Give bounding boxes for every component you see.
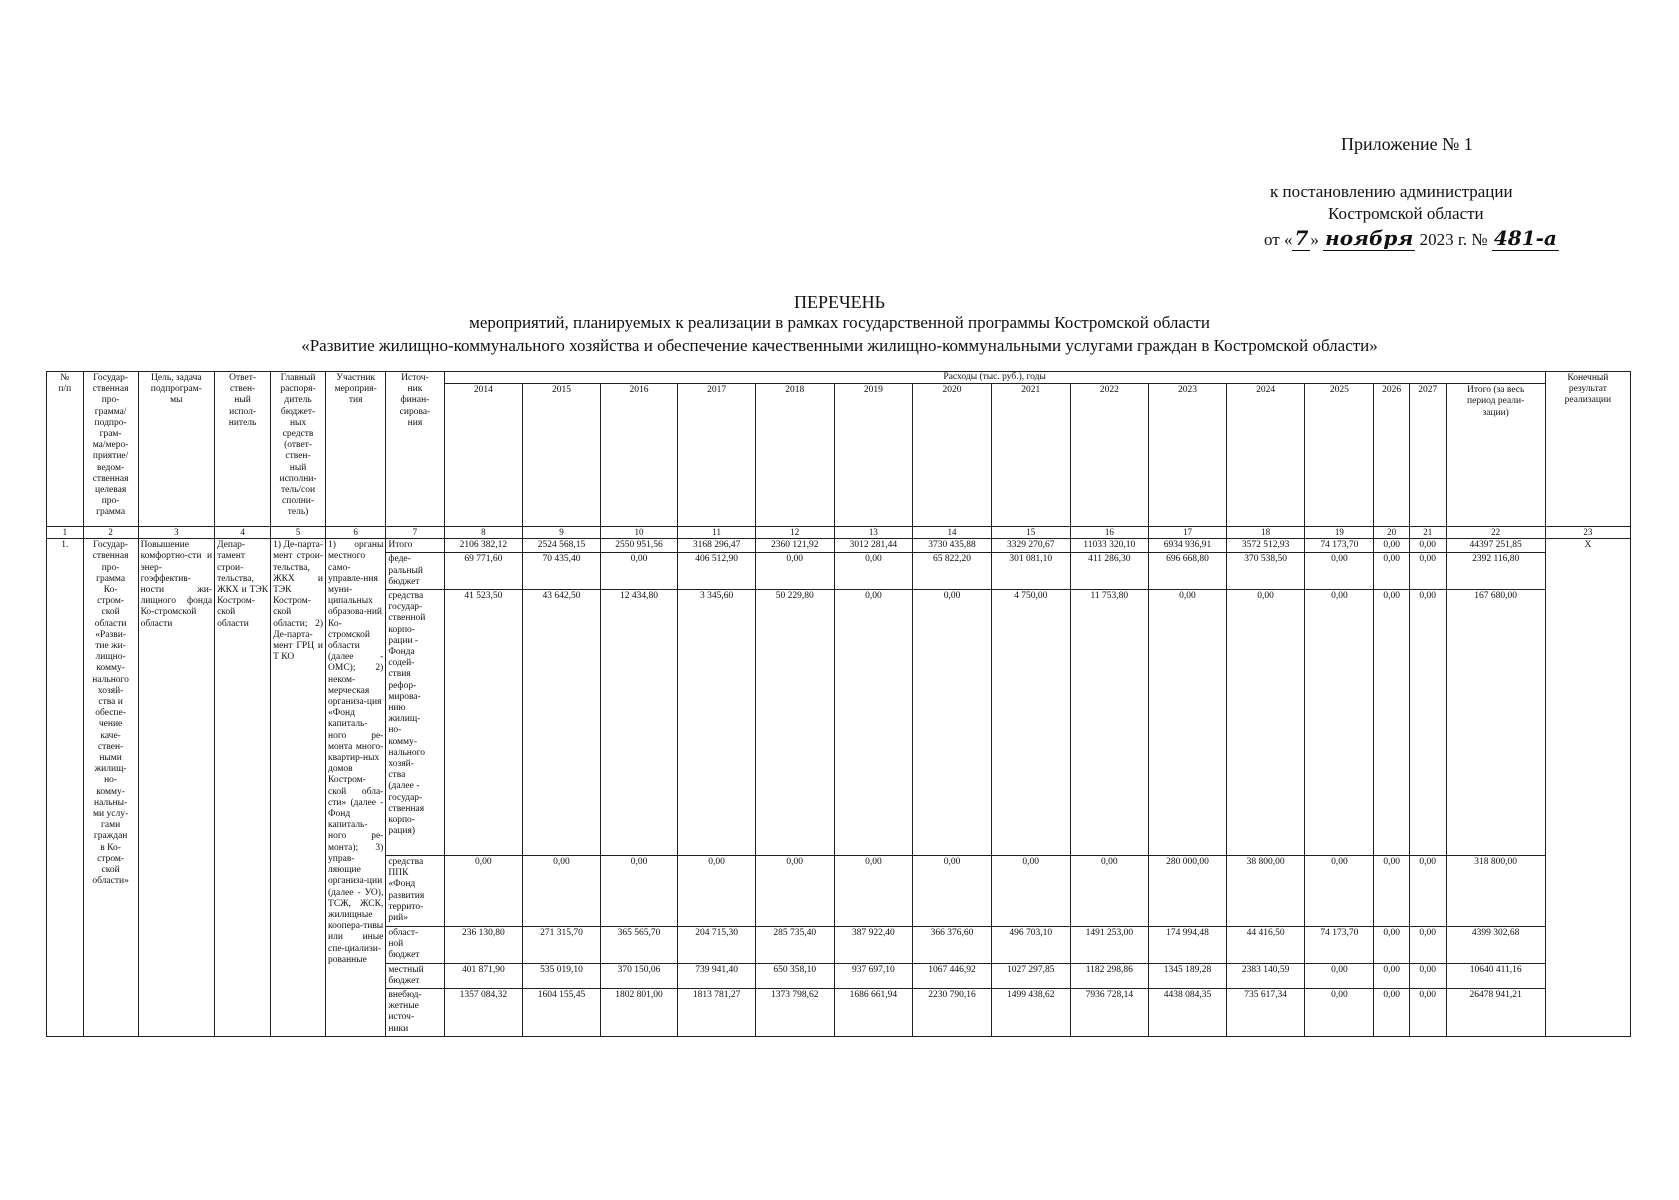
- col-header-expenses: Расходы (тыс. руб.), годы: [444, 372, 1545, 384]
- column-index: 9: [523, 527, 601, 539]
- column-index: 17: [1149, 527, 1227, 539]
- column-index: 1: [47, 527, 84, 539]
- expense-value: 0,00: [1305, 963, 1374, 988]
- expense-value: 1686 661,94: [834, 989, 913, 1037]
- expense-value: 301 081,10: [991, 553, 1070, 590]
- expense-value: 735 617,34: [1226, 989, 1305, 1037]
- column-index: 18: [1226, 527, 1305, 539]
- expense-value: 0,00: [1374, 927, 1410, 964]
- expense-value: 1373 798,62: [755, 989, 834, 1037]
- expense-value: 65 822,20: [913, 553, 992, 590]
- appendix-label: Приложение № 1: [1341, 134, 1473, 154]
- expense-value: 3 345,60: [678, 590, 756, 856]
- row-result: Х: [1545, 539, 1630, 1037]
- expense-value: 1499 438,62: [991, 989, 1070, 1037]
- col-header-executor: Ответ- ствен- ный испол- нитель: [215, 372, 271, 527]
- expense-value: 535 019,10: [523, 963, 601, 988]
- year-header: 2023: [1149, 384, 1227, 527]
- expense-value: 1491 253,00: [1070, 927, 1149, 964]
- date-day-handwritten: 7: [1294, 226, 1309, 250]
- source-row: [47, 539, 1631, 553]
- col-header-source: Источ- ник финан- сирова- ния: [386, 372, 444, 527]
- expense-value: 0,00: [1374, 539, 1410, 553]
- row-participant: 1) органы местного само-управле-ния муни-ципальных образова-ний Ко-стромской области (далее - ОМС); 2) неком-мерческая организа-ция «Фонд капиталь-ного ре-монта много-квартир-ных домов Костром-ской обла-сти» (далее - Фонд капиталь-ного ре-монта); 3) управ-ляющие организа-ции (далее - УО), ТСЖ, ЖСК, жилищные коопера-тивы или иные спе-циализи-рованные: [326, 539, 386, 1037]
- expense-value: 3012 281,44: [834, 539, 913, 553]
- expense-value: 69 771,60: [444, 553, 523, 590]
- column-index: 15: [991, 527, 1070, 539]
- expense-value: 0,00: [913, 590, 992, 856]
- expense-value: 0,00: [1305, 989, 1374, 1037]
- column-index: 7: [386, 527, 444, 539]
- column-index: 16: [1070, 527, 1149, 539]
- year-header: 2026: [1374, 384, 1410, 527]
- expense-value: 204 715,30: [678, 927, 756, 964]
- year-header: 2025: [1305, 384, 1374, 527]
- column-index: 21: [1409, 527, 1446, 539]
- expense-value: 74 173,70: [1305, 927, 1374, 964]
- expense-value: 4438 084,35: [1149, 989, 1227, 1037]
- expense-value: 2230 790,16: [913, 989, 992, 1037]
- document-subtitle-line2: «Развитие жилищно-коммунального хозяйства и обеспечение качественными жилищно-коммунальными услугами граждан в Костромской области»: [301, 336, 1378, 355]
- year-header: 2020: [913, 384, 992, 527]
- expense-value: 0,00: [1409, 963, 1446, 988]
- year-header: 2022: [1070, 384, 1149, 527]
- year-header: 2015: [523, 384, 601, 527]
- column-index: 12: [755, 527, 834, 539]
- date-year-number: 2023 г. №: [1415, 230, 1492, 249]
- column-index: 13: [834, 527, 913, 539]
- expense-value: 0,00: [678, 856, 756, 927]
- expense-value: 0,00: [1149, 590, 1227, 856]
- source-label: област- ной бюджет: [386, 927, 444, 964]
- expense-value: 0,00: [834, 590, 913, 856]
- region-name: Костромской области: [1328, 204, 1484, 223]
- expense-value: 38 800,00: [1226, 856, 1305, 927]
- expense-value: 0,00: [755, 856, 834, 927]
- year-header: 2018: [755, 384, 834, 527]
- expense-value: 401 871,90: [444, 963, 523, 988]
- expense-value: 0,00: [1409, 927, 1446, 964]
- expense-value: 11 753,80: [1070, 590, 1149, 856]
- expense-value: 3730 435,88: [913, 539, 992, 553]
- expense-value: 0,00: [600, 856, 678, 927]
- decree-reference: к постановлению администрации: [1270, 182, 1513, 201]
- expense-value: 2106 382,12: [444, 539, 523, 553]
- column-index: 10: [600, 527, 678, 539]
- expense-value: 0,00: [1374, 590, 1410, 856]
- source-label: местный бюджет: [386, 963, 444, 988]
- expense-value: 1604 155,45: [523, 989, 601, 1037]
- column-index: 6: [326, 527, 386, 539]
- expense-value: 2550 951,56: [600, 539, 678, 553]
- expense-value: 406 512,90: [678, 553, 756, 590]
- expense-value: 236 130,80: [444, 927, 523, 964]
- expense-value: 370 538,50: [1226, 553, 1305, 590]
- date-month-handwritten: ноября: [1325, 226, 1414, 250]
- expense-value: 285 735,40: [755, 927, 834, 964]
- column-index: 11: [678, 527, 756, 539]
- expense-value: 0,00: [1070, 856, 1149, 927]
- expense-value: 0,00: [1374, 553, 1410, 590]
- expense-value: 0,00: [1305, 590, 1374, 856]
- expense-total: 10640 411,16: [1446, 963, 1545, 988]
- year-header: 2021: [991, 384, 1070, 527]
- expense-value: 0,00: [1374, 963, 1410, 988]
- row-program: Государ- ственная про- грамма Ко- стром- ской области «Разви- тие жи- лищно- комму- нального хозяй- ства и обеспе- чение каче- ствен- ными жилищ- но- комму- нальны- ми услу- гами граждан в Ко- стром- ской области»: [83, 539, 138, 1037]
- expense-value: 496 703,10: [991, 927, 1070, 964]
- column-index: 3: [138, 527, 215, 539]
- date-mid: »: [1310, 230, 1324, 249]
- expense-value: 1357 084,32: [444, 989, 523, 1037]
- expense-value: 0,00: [1305, 856, 1374, 927]
- expense-value: 1813 781,27: [678, 989, 756, 1037]
- expense-value: 1345 189,28: [1149, 963, 1227, 988]
- expense-total: 26478 941,21: [1446, 989, 1545, 1037]
- row-goal: Повышение комфортно-сти и энер-гоэффектив-ности жи-лищного фонда Ко-стромской области: [138, 539, 215, 1037]
- year-header: 2019: [834, 384, 913, 527]
- expense-value: 174 994,48: [1149, 927, 1227, 964]
- expense-value: 1802 801,00: [600, 989, 678, 1037]
- column-index-row: [47, 527, 1631, 539]
- expense-value: 0,00: [1374, 856, 1410, 927]
- expense-value: 43 642,50: [523, 590, 601, 856]
- source-label: Итого: [386, 539, 444, 553]
- col-header-num: № п/п: [47, 372, 84, 527]
- column-index: 2: [83, 527, 138, 539]
- expense-value: 2383 140,59: [1226, 963, 1305, 988]
- source-label: внебюд- жетные источ- ники: [386, 989, 444, 1037]
- expense-value: 0,00: [1409, 590, 1446, 856]
- expense-value: 0,00: [834, 553, 913, 590]
- column-index: 5: [271, 527, 326, 539]
- expense-value: 12 434,80: [600, 590, 678, 856]
- col-header-participant: Участник мероприя- тия: [326, 372, 386, 527]
- expense-value: 70 435,40: [523, 553, 601, 590]
- expense-value: 0,00: [913, 856, 992, 927]
- year-header: 2014: [444, 384, 523, 527]
- expense-value: 0,00: [1226, 590, 1305, 856]
- column-index: 14: [913, 527, 992, 539]
- document-title: ПЕРЕЧЕНЬ: [793, 292, 886, 312]
- expense-value: 0,00: [1305, 553, 1374, 590]
- expense-total: 167 680,00: [1446, 590, 1545, 856]
- expense-value: 4 750,00: [991, 590, 1070, 856]
- expense-value: 0,00: [600, 553, 678, 590]
- expense-value: 0,00: [1409, 539, 1446, 553]
- expense-value: 0,00: [834, 856, 913, 927]
- row-executor: Депар-тамент строи-тельства, ЖКХ и ТЭК Костром-ской области: [215, 539, 271, 1037]
- expense-value: 280 000,00: [1149, 856, 1227, 927]
- expense-value: 370 150,06: [600, 963, 678, 988]
- col-header-program: Государ- ственная про- грамма/ подпро- грам- ма/меро- приятие/ ведом- ственная целевая про- грамма: [83, 372, 138, 527]
- expense-value: 696 668,80: [1149, 553, 1227, 590]
- expense-value: 411 286,30: [1070, 553, 1149, 590]
- expense-value: 937 697,10: [834, 963, 913, 988]
- expense-value: 0,00: [991, 856, 1070, 927]
- expense-value: 41 523,50: [444, 590, 523, 856]
- col-header-result: Конечный результат реализации: [1545, 372, 1630, 527]
- column-index: 20: [1374, 527, 1410, 539]
- row-num: 1.: [47, 539, 84, 1037]
- expense-value: 7936 728,14: [1070, 989, 1149, 1037]
- expense-value: 387 922,40: [834, 927, 913, 964]
- expense-total: 44397 251,85: [1446, 539, 1545, 553]
- decree-number-handwritten: 481-а: [1493, 226, 1557, 250]
- expense-total: 318 800,00: [1446, 856, 1545, 927]
- expense-value: 1067 446,92: [913, 963, 992, 988]
- expense-value: 44 416,50: [1226, 927, 1305, 964]
- expense-value: 6934 936,91: [1149, 539, 1227, 553]
- header-row: [47, 372, 1631, 384]
- year-header: 2016: [600, 384, 678, 527]
- expense-value: 74 173,70: [1305, 539, 1374, 553]
- expense-value: 3572 512,93: [1226, 539, 1305, 553]
- col-header-total: Итого (за весь период реали- зации): [1446, 384, 1545, 527]
- budget-table: [46, 371, 1631, 1037]
- expense-value: 0,00: [523, 856, 601, 927]
- expense-value: 1027 297,85: [991, 963, 1070, 988]
- expense-value: 50 229,80: [755, 590, 834, 856]
- expense-value: 1182 298,86: [1070, 963, 1149, 988]
- expense-total: 2392 116,80: [1446, 553, 1545, 590]
- column-index: 23: [1545, 527, 1630, 539]
- expense-value: 3168 296,47: [678, 539, 756, 553]
- date-prefix: от «: [1264, 230, 1293, 249]
- year-header: 2017: [678, 384, 756, 527]
- decree-date-line: [1264, 226, 1559, 250]
- column-index: 4: [215, 527, 271, 539]
- year-header: 2024: [1226, 384, 1305, 527]
- expense-value: 271 315,70: [523, 927, 601, 964]
- expense-value: 0,00: [1409, 989, 1446, 1037]
- expense-value: 2524 568,15: [523, 539, 601, 553]
- column-index: 8: [444, 527, 523, 539]
- expense-value: 365 565,70: [600, 927, 678, 964]
- expense-value: 0,00: [1374, 989, 1410, 1037]
- col-header-manager: Главный распоря- дитель бюджет- ных средств (ответ- ствен- ный исполни- тель/сои сполни- тель): [271, 372, 326, 527]
- expense-value: 0,00: [1409, 553, 1446, 590]
- year-header: 2027: [1409, 384, 1446, 527]
- source-label: феде- ральный бюджет: [386, 553, 444, 590]
- row-manager: 1) Де-парта-мент строи-тельства, ЖКХ и ТЭК Костром-ской области; 2) Де-парта-мент ГРЦ и Т КО: [271, 539, 326, 1037]
- col-header-goal: Цель, задача подпрограм- мы: [138, 372, 215, 527]
- expense-value: 650 358,10: [755, 963, 834, 988]
- expense-value: 2360 121,92: [755, 539, 834, 553]
- expense-value: 0,00: [1409, 856, 1446, 927]
- expense-total: 4399 302,68: [1446, 927, 1545, 964]
- column-index: 22: [1446, 527, 1545, 539]
- expense-value: 739 941,40: [678, 963, 756, 988]
- source-label: средства ППК «Фонд развития террито- рий»: [386, 856, 444, 927]
- expense-value: 11033 320,10: [1070, 539, 1149, 553]
- source-label: средства государ- ственной корпо- рации - Фонда содей- ствия рефор- мирова- нию жилищ- но- комму- нального хозяй- ства (далее - государ- ственная корпо- рация): [386, 590, 444, 856]
- expense-value: 3329 270,67: [991, 539, 1070, 553]
- expense-value: 0,00: [755, 553, 834, 590]
- document-subtitle-line1: мероприятий, планируемых к реализации в рамках государственной программы Костромской области: [469, 313, 1210, 332]
- expense-value: 366 376,60: [913, 927, 992, 964]
- expense-value: 0,00: [444, 856, 523, 927]
- column-index: 19: [1305, 527, 1374, 539]
